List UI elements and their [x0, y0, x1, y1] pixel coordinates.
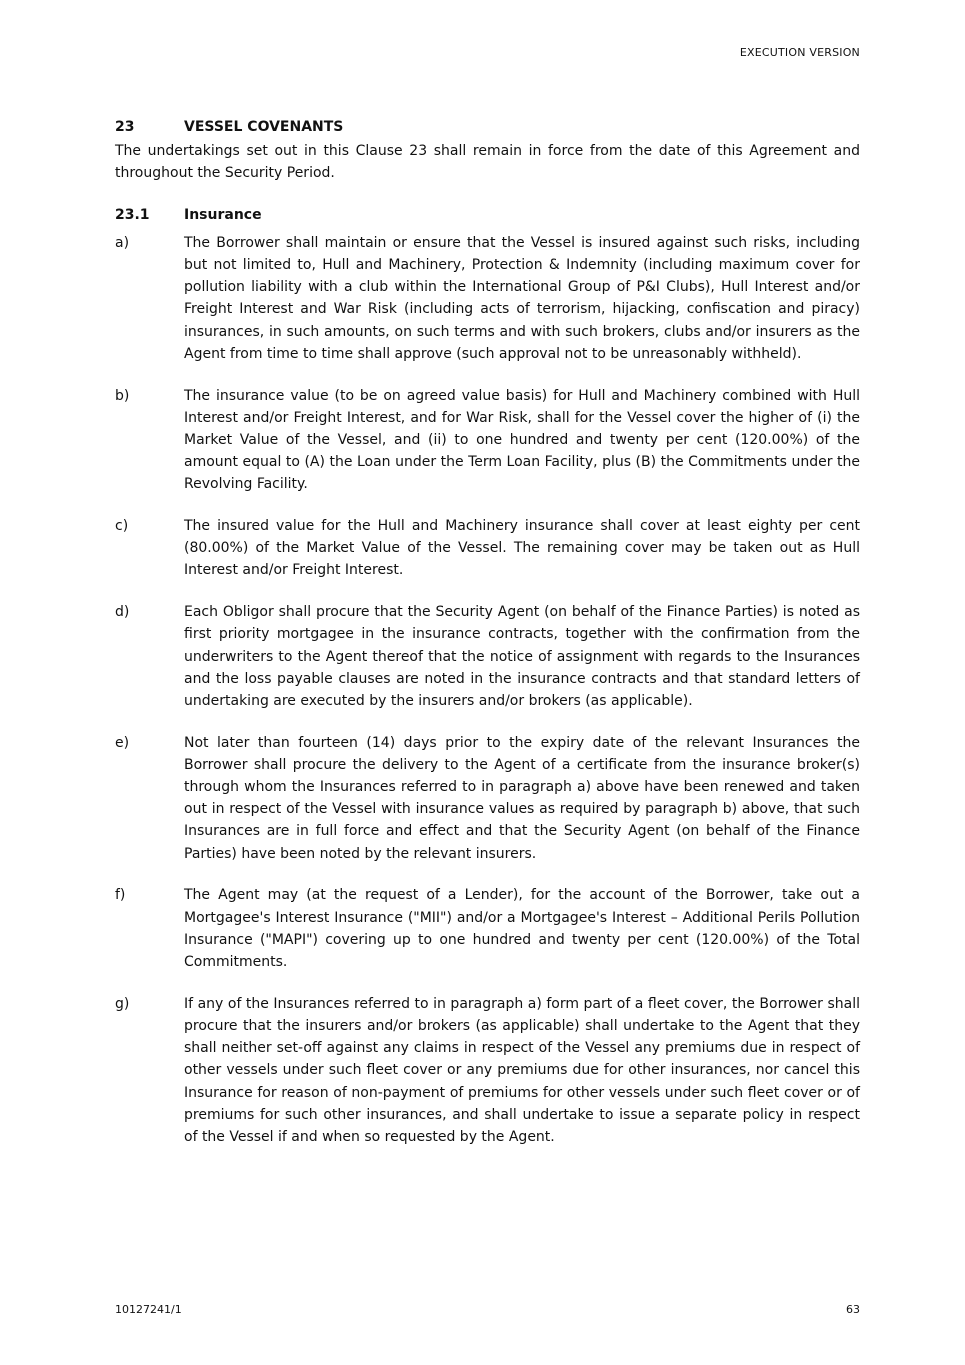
paragraph-d	[115, 601, 860, 712]
section-intro: The undertakings set out in this Clause 23 shall remain in force from the date of this Agreement and throughout the Security Period.	[115, 143, 860, 182]
paragraph-label: g)	[115, 995, 130, 1012]
paragraph-text: The Borrower shall maintain or ensure that the Vessel is insured against such risks, including but not limited to, Hull and Machinery, Protection & Indemnity (including maximum cover for pollution liability with a club within the International Group of P&I Clubs), Hull Interest and/or Freight Interest and War Risk (including acts of terrorism, hijacking, confiscation and piracy) insurances, in such amounts, on such terms and with such brokers, clubs and/or insurers as the Agent from time to time shall approve (such approval not to be unreasonably withheld).	[184, 234, 860, 362]
subsection	[115, 204, 860, 1149]
paragraph-text: The insured value for the Hull and Machinery insurance shall cover at least eighty per cent (80.00%) of the Market Value of the Vessel. The remaining cover may be taken out as Hull Interest and/or Freight Interest.	[184, 518, 860, 579]
paragraph-f	[115, 884, 860, 973]
paragraph-a	[115, 232, 860, 365]
paragraph-c	[115, 515, 860, 582]
paragraph-e	[115, 732, 860, 865]
paragraph-label: d)	[115, 604, 130, 621]
paragraph-g	[115, 993, 860, 1148]
document-reference: 10127241/1	[115, 1303, 182, 1316]
paragraph-label: c)	[115, 518, 129, 535]
section-number: 23	[115, 119, 135, 135]
execution-version-label: EXECUTION VERSION	[739, 46, 860, 59]
paragraph-label: e)	[115, 734, 130, 751]
section-title: VESSEL COVENANTS	[184, 119, 344, 135]
paragraph-text: The insurance value (to be on agreed value basis) for Hull and Machinery combined with Hull Interest and/or Freight Interest, and for War Risk, shall for the Vessel cover the higher of (i) the Market Value of the Vessel, and (ii) to one hundred and twenty per cent (120.00%) of the amount equal to (A) the Loan under the Term Loan Facility, plus (B) the Commitments under the Revolving Facility.	[184, 387, 860, 493]
paragraph-text: Not later than fourteen (14) days prior to the expiry date of the relevant Insurances the Borrower shall procure the delivery to the Agent of a certificate from the insurance broker(s) through whom the Insurances referred to in paragraph a) above have been renewed and taken out in respect of the Vessel with insurance values as required by paragraph b) above, that such Insurances are in full force and effect and that the Security Agent (on behalf of the Finance Parties) have been noted by the relevant insurers.	[184, 734, 860, 862]
paragraph-text: If any of the Insurances referred to in paragraph a) form part of a fleet cover, the Borrower shall procure that the insurers and/or brokers (as applicable) shall undertake to the Agent that they shall neither set-off against any claims in respect of the Vessel any premiums due in respect of other vessels under such fleet cover or any premiums due for other insurances, nor cancel this Insurance for reason of non-payment of premiums for other vessels under such fleet cover or of premiums for such other insurances, and shall undertake to issue a separate policy in respect of the Vessel if and when so requested by the Agent.	[184, 995, 860, 1145]
paragraph-label: f)	[115, 887, 126, 904]
subsection-heading	[115, 204, 860, 226]
paragraph-label: a)	[115, 234, 130, 251]
page-content	[115, 116, 860, 1168]
subsection-number: 23.1	[115, 206, 150, 223]
paragraph-text: The Agent may (at the request of a Lender), for the account of the Borrower, take out a Mortgagee's Interest Insurance ("MII") and/or a Mortgagee's Interest – Additional Perils Pollution Insurance ("MAPI") covering up to one hundred and twenty per cent (120.00%) of the Total Commitments.	[184, 887, 860, 970]
section-heading	[115, 116, 860, 138]
paragraph-text: Each Obligor shall procure that the Security Agent (on behalf of the Finance Parties) is noted as first priority mortgagee in the insurance contracts, together with the confirmation from the underwriters to the Agent thereof that the notice of assignment with regards to the Insurances and the loss payable clauses are noted in the insurance contracts and that standard letters of undertaking are executed by the insurers and/or brokers (as applicable).	[184, 604, 860, 709]
paragraph-label: b)	[115, 387, 130, 404]
paragraph-b	[115, 385, 860, 496]
page-number: 63	[846, 1303, 860, 1316]
subsection-title: Insurance	[184, 206, 262, 223]
